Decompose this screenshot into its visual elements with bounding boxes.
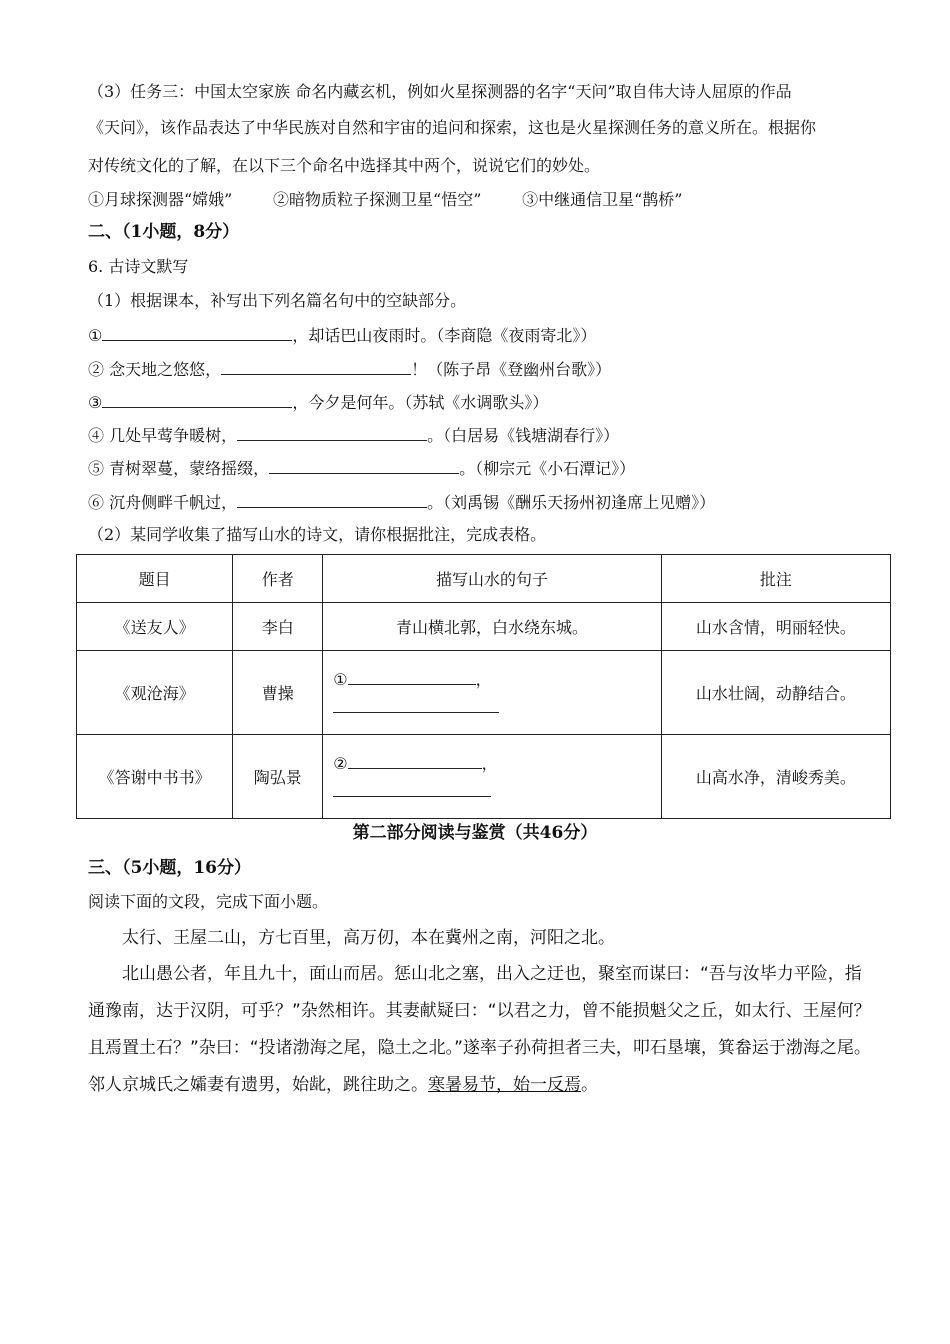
recitation-prefix: ③ <box>88 393 103 412</box>
poem-title: 《观沧海》 <box>77 651 233 735</box>
table-row <box>77 603 891 651</box>
blank-marker: ① <box>333 669 348 689</box>
answer-blank[interactable] <box>333 780 491 797</box>
answer-blank[interactable] <box>221 358 411 375</box>
answer-blank[interactable] <box>333 696 499 713</box>
poem-sentence-cell <box>323 735 661 819</box>
answer-blank[interactable] <box>102 324 292 341</box>
poem-note: 山高水净，清峻秀美。 <box>661 735 890 819</box>
answer-blank[interactable] <box>237 491 427 508</box>
passage-text: 北山愚公者，年且九十，面山而居。惩山北之塞，出入之迂也，聚室而谋曰：“吾与汝毕力平险，指通豫南，达于汉阴，可乎？”杂然相许。其妻献疑曰：“以君之力，曾不能损魁父之丘，如太行、王屋何？且焉置土石？”杂曰：“投诸渤海之尾，隐土之北。”遂率子孙荷担者三夫，叩石垦壤，箕畚运于渤海之尾。邻人京城氏之孀妻有遗男，始龀，跳往助之。 <box>88 964 871 1095</box>
recitation-suffix: 。（柳宗元《小石潭记》） <box>459 459 636 478</box>
passage-paragraph-1: 太行、王屋二山，方七百里，高万仞，本在冀州之南，河阳之北。 <box>122 928 615 948</box>
table-header: 批注 <box>661 555 890 603</box>
recitation-suffix: ！（陈子昂《登幽州台歌》） <box>411 360 612 379</box>
underlined-sentence: 寒暑易节，始一反焉 <box>428 1075 581 1095</box>
blank-marker: ② <box>333 753 348 773</box>
passage-end: 。 <box>581 1075 598 1095</box>
poem-author: 李白 <box>233 603 323 651</box>
passage-paragraph-2 <box>88 956 878 1104</box>
recitation-item-4 <box>88 424 619 446</box>
recitation-suffix: 。（刘禹锡《酬乐天扬州初逢席上见赠》） <box>427 493 716 512</box>
poetry-table <box>76 554 891 819</box>
task3-line-2: 《天问》，该作品表达了中华民族对自然和宇宙的追问和探索，这也是火星探测任务的意义所在。根据你 <box>88 118 817 137</box>
recitation-prefix: ④ 几处早莺争暖树， <box>88 426 238 445</box>
recitation-suffix: ，今夕是何年。（苏轼《水调歌头》） <box>292 393 549 412</box>
poem-sentence-cell <box>323 651 661 735</box>
task3-line-1: （3）任务三：中国太空家族 命名内藏玄机，例如火星探测器的名字“天问”取自伟大诗人屈原的作品 <box>88 82 792 101</box>
task3-line-3: 对传统文化的了解，在以下三个命名中选择其中两个，说说它们的妙处。 <box>88 156 601 175</box>
poem-sentence: 青山横北郭，白水绕东城。 <box>323 603 661 651</box>
blank-comma: ， <box>481 753 498 773</box>
table-row <box>77 651 891 735</box>
table-header-row <box>77 555 891 603</box>
recitation-item-3 <box>88 391 548 413</box>
recitation-item-5 <box>88 457 635 479</box>
q6-title: 6. 古诗文默写 <box>88 257 189 276</box>
recitation-prefix: ② 念天地之悠悠， <box>88 360 222 379</box>
recitation-item-2 <box>88 358 611 380</box>
section3-heading: 三、（5小题，16分） <box>88 858 251 878</box>
poem-title: 《送友人》 <box>77 603 233 651</box>
answer-blank[interactable] <box>102 391 292 408</box>
blank-comma: ， <box>475 669 492 689</box>
poem-note: 山水含情，明丽轻快。 <box>661 603 890 651</box>
recitation-suffix: 。（白居易《钱塘湖春行》） <box>427 426 620 445</box>
poem-title: 《答谢中书书》 <box>77 735 233 819</box>
recitation-item-6 <box>88 491 715 513</box>
recitation-prefix: ⑥ 沉舟侧畔千帆过， <box>88 493 238 512</box>
table-header: 题目 <box>77 555 233 603</box>
poem-author: 曹操 <box>233 651 323 735</box>
section3-intro: 阅读下面的文段，完成下面小题。 <box>88 892 329 911</box>
table-header: 描写山水的句子 <box>323 555 661 603</box>
answer-blank[interactable] <box>237 424 427 441</box>
q6-1-intro: （1）根据课本，补写出下列名篇名句中的空缺部分。 <box>88 291 467 310</box>
part2-heading: 第二部分阅读与鉴赏（共46分） <box>352 823 598 843</box>
recitation-prefix: ⑤ 青树翠蔓，蒙络摇缀， <box>88 459 270 478</box>
q6-2-intro: （2）某同学收集了描写山水的诗文，请你根据批注，完成表格。 <box>88 525 547 544</box>
recitation-suffix: ，却话巴山夜雨时。（李商隐《夜雨寄北》） <box>292 326 597 345</box>
table-header: 作者 <box>233 555 323 603</box>
recitation-item-1 <box>88 324 596 346</box>
answer-blank[interactable] <box>348 668 476 685</box>
table-row <box>77 735 891 819</box>
answer-blank[interactable] <box>348 752 482 769</box>
poem-note: 山水壮阔，动静结合。 <box>661 651 890 735</box>
section2-heading: 二、（1小题，8分） <box>88 222 240 242</box>
poem-author: 陶弘景 <box>233 735 323 819</box>
recitation-prefix: ① <box>88 326 103 345</box>
answer-blank[interactable] <box>269 457 459 474</box>
task3-options: ①月球探测器“嫦娥” ②暗物质粒子探测卫星“悟空” ③中继通信卫星“鹊桥” <box>88 190 683 209</box>
